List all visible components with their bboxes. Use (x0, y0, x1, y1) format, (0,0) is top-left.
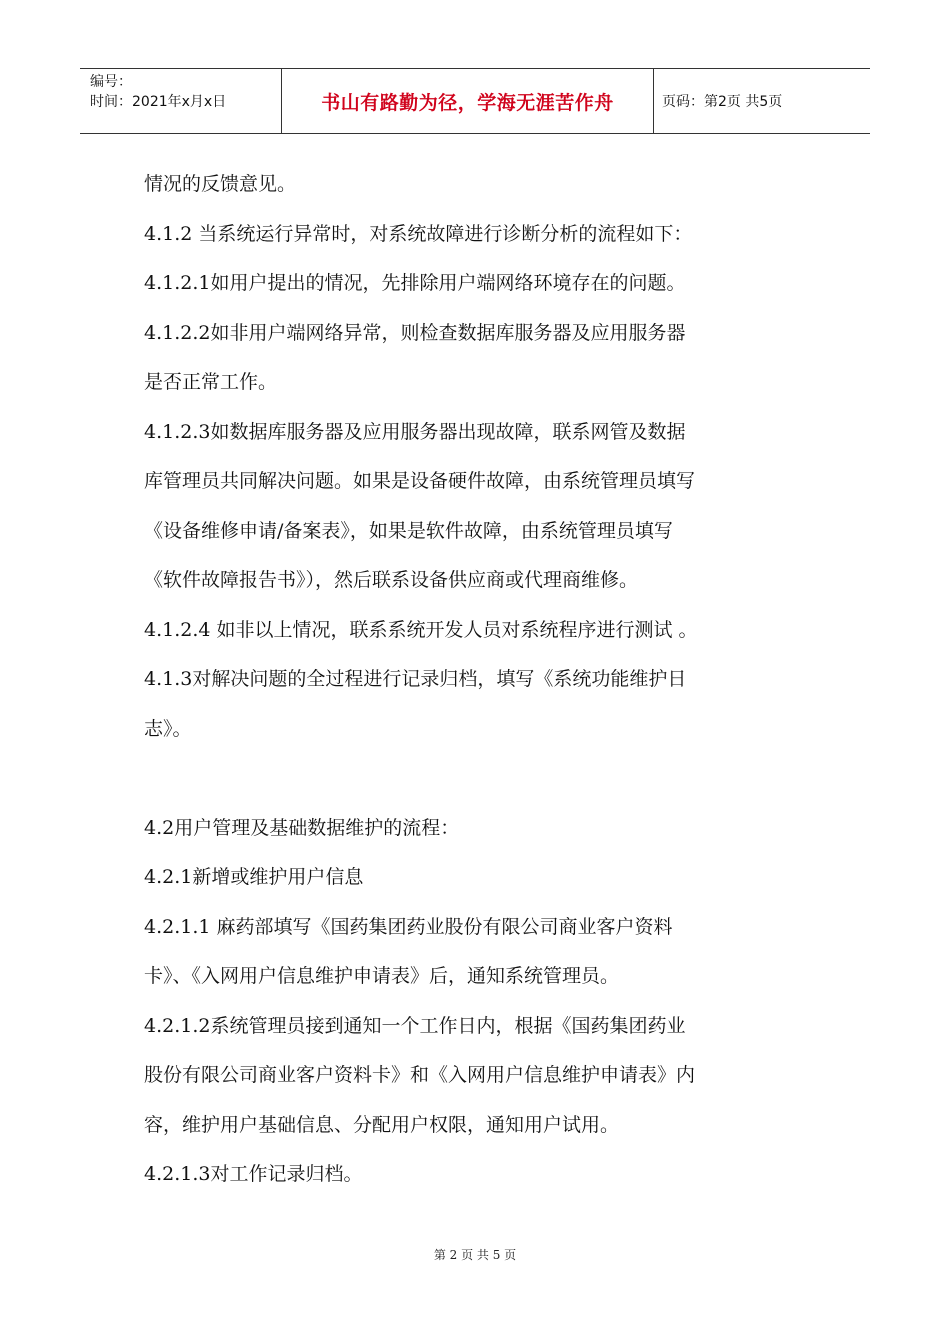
body-line: 卡》、《入网用户信息维护申请表》后，通知系统管理员。 (144, 965, 620, 987)
body-line: 《设备维修申请/备案表》，如果是软件故障，由系统管理员填写 (144, 519, 673, 542)
body-line: 4.1.2.3如数据库服务器及应用服务器出现故障，联系网管及数据 (144, 420, 686, 443)
document-body (144, 160, 812, 1200)
body-line: 情况的反馈意见。 (144, 173, 297, 195)
body-line: 4.2.1新增或维护用户信息 (144, 866, 364, 888)
header-page-label: 页码：第2页 共5页 (662, 94, 783, 110)
body-line: 4.1.3对解决问题的全过程进行记录归档，填写《系统功能维护日 (144, 668, 687, 690)
body-line: 4.2.1.3对工作记录归档。 (144, 1163, 363, 1185)
body-line: 股份有限公司商业客户资料卡》和《入网用户信息维护申请表》内 (144, 1064, 696, 1086)
body-line: 4.1.2 当系统运行异常时，对系统故障进行诊断分析的流程如下： (144, 222, 693, 245)
page-header (80, 68, 870, 134)
page-footer: 第 2 页 共 5 页 (433, 1248, 517, 1262)
body-line: 容，维护用户基础信息、分配用户权限，通知用户试用。 (144, 1113, 620, 1136)
body-line: 4.2用户管理及基础数据维护的流程： (144, 816, 460, 839)
body-line: 4.1.2.1如用户提出的情况，先排除用户端网络环境存在的问题。 (144, 272, 686, 294)
blank-line (144, 754, 812, 804)
body-line: 4.2.1.1 麻药部填写《国药集团药业股份有限公司商业客户资料 (144, 915, 673, 938)
body-line: 4.2.1.2系统管理员接到通知一个工作日内，根据《国药集团药业 (144, 1014, 686, 1037)
body-line: 4.1.2.4 如非以上情况，联系系统开发人员对系统程序进行测试 。 (144, 618, 698, 641)
body-line: 4.1.2.2如非用户端网络异常，则检查数据库服务器及应用服务器 (144, 321, 686, 344)
body-line: 库管理员共同解决问题。如果是设备硬件故障，由系统管理员填写 (144, 470, 696, 492)
header-meta-cell (80, 69, 282, 133)
document-date-label: 时间：2021年x月x日 (90, 94, 227, 110)
header-motto: 书山有路勤为径，学海无涯苦作舟 (321, 91, 614, 114)
body-line: 是否正常工作。 (144, 371, 278, 393)
document-number-label: 编号： (90, 74, 132, 90)
body-line: 志》。 (144, 717, 192, 740)
body-line: 《软件故障报告书》），然后联系设备供应商或代理商维修。 (144, 569, 639, 591)
header-motto-cell (282, 69, 654, 133)
header-page-cell (654, 69, 870, 133)
